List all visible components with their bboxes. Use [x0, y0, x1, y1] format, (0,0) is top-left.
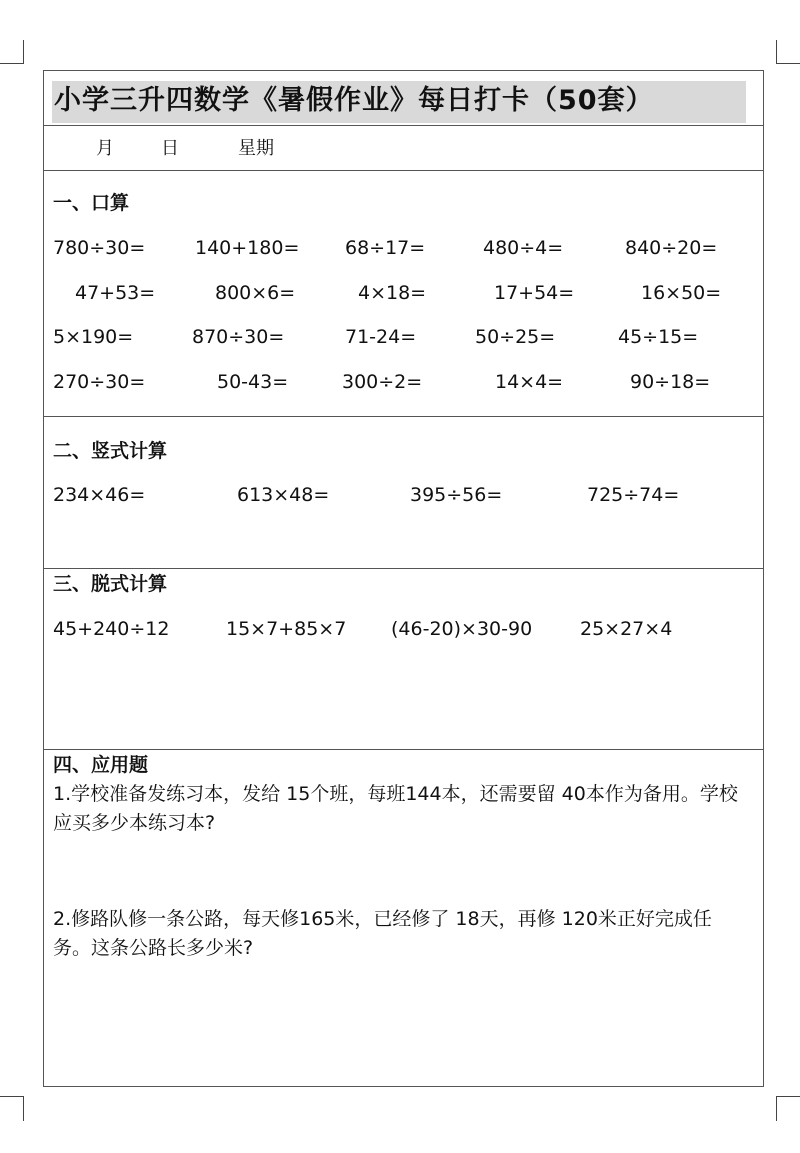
- oral-item: 68÷17=: [345, 237, 426, 259]
- oral-item: 5×190=: [53, 326, 134, 348]
- oral-item: 4×18=: [358, 282, 427, 304]
- section-heading: 一、口算: [53, 192, 130, 214]
- title-row: [44, 71, 763, 126]
- worksheet: [43, 70, 764, 1087]
- stepwise-item: 15×7+85×7: [226, 618, 347, 640]
- crop-mark-bottom-left-v: [23, 1096, 24, 1121]
- stepwise-item: (46-20)×30-90: [391, 618, 533, 640]
- crop-mark-top-left-h: [0, 63, 24, 64]
- oral-item: 16×50=: [641, 282, 722, 304]
- weekday-label: 星期: [238, 138, 274, 159]
- date-row: [44, 126, 763, 171]
- oral-item: 50-43=: [217, 371, 289, 393]
- section-heading: 二、竖式计算: [53, 440, 168, 462]
- oral-item: 17+54=: [494, 282, 575, 304]
- section-vertical-calculation: [44, 417, 763, 569]
- section-stepwise-calculation: [44, 569, 763, 750]
- section-word-problems: [44, 750, 763, 1086]
- section-heading: 四、应用题: [53, 754, 149, 776]
- section-heading: 三、脱式计算: [53, 573, 168, 595]
- oral-item: 47+53=: [75, 282, 156, 304]
- oral-item: 800×6=: [215, 282, 296, 304]
- stepwise-item: 45+240÷12: [53, 618, 170, 640]
- crop-mark-bottom-left-h: [0, 1096, 24, 1097]
- crop-mark-bottom-right-h: [776, 1096, 800, 1097]
- crop-mark-top-right-h: [776, 63, 800, 64]
- oral-item: 300÷2=: [342, 371, 423, 393]
- vertical-item: 395÷56=: [410, 484, 503, 506]
- oral-item: 14×4=: [495, 371, 564, 393]
- stepwise-item: 25×27×4: [580, 618, 673, 640]
- oral-item: 870÷30=: [192, 326, 285, 348]
- oral-item: 270÷30=: [53, 371, 146, 393]
- oral-item: 50÷25=: [475, 326, 556, 348]
- vertical-item: 725÷74=: [587, 484, 680, 506]
- word-problem-1: 1.学校准备发练习本，发给 15个班，每班144本，还需要留 40本作为备用。学校应买多少本练习本?: [53, 783, 738, 834]
- vertical-item: 613×48=: [237, 484, 330, 506]
- oral-item: 840÷20=: [625, 237, 718, 259]
- crop-mark-top-left-v: [23, 40, 24, 64]
- oral-item: 780÷30=: [53, 237, 146, 259]
- section-oral-arithmetic: [44, 171, 763, 417]
- day-label: 日: [161, 138, 179, 159]
- crop-mark-top-right-v: [776, 40, 777, 64]
- oral-item: 140+180=: [195, 237, 300, 259]
- vertical-item: 234×46=: [53, 484, 146, 506]
- oral-item: 45÷15=: [618, 326, 699, 348]
- crop-mark-bottom-right-v: [776, 1096, 777, 1121]
- oral-item: 71-24=: [345, 326, 417, 348]
- oral-item: 90÷18=: [630, 371, 711, 393]
- page-title: 小学三升四数学《暑假作业》每日打卡（50套）: [54, 85, 654, 116]
- word-problem-2: 2.修路队修一条公路，每天修165米，已经修了 18天，再修 120米正好完成任务。这条公路长多少米?: [53, 908, 712, 959]
- month-label: 月: [96, 138, 114, 159]
- oral-item: 480÷4=: [483, 237, 564, 259]
